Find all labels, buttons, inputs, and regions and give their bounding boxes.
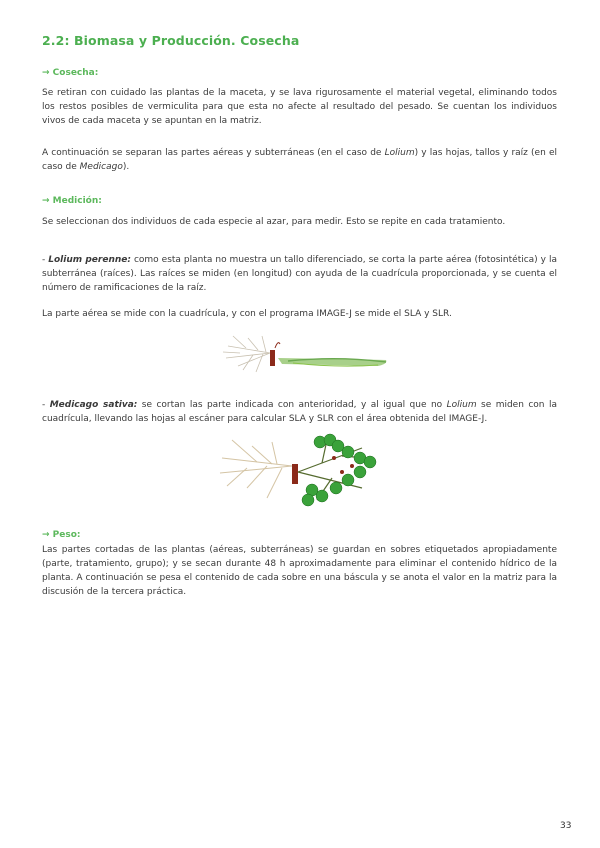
cosecha-paragraph-2: A continuación se separan las partes aéreas y subterráneas (en el caso de Lolium) y las hojas, tallos y raíz (en el caso de Medicago). bbox=[42, 148, 557, 172]
cosecha-paragraph-1: Se retiran con cuidado las plantas de la maceta, y se lava rigurosamente el material vegetal, eliminando todos los restos posibles de vermiculita para que esta no afecte al resultado del pesado. Se cuentan los individuos vivos de cada maceta y se apuntan en la matriz. bbox=[42, 88, 557, 126]
medicago-name: Medicago sativa: bbox=[49, 400, 138, 410]
species-lolium: Lolium bbox=[384, 148, 415, 158]
medicago-paragraph: - Medicago sativa: se cortan las parte indicada con anterioridad, y al igual que no Lolium se miden con la cuadrícula, llevando las hojas al escáner para calcular SLA y SLR con el área obtenida del IMAGE-J. bbox=[42, 400, 557, 424]
medicion-paragraph-1: Se seleccionan dos individuos de cada especie al azar, para medir. Esto se repite en cada tratamiento. bbox=[42, 217, 506, 227]
lolium-paragraph: - Lolium perenne: como esta planta no muestra un tallo diferenciado, se corta la parte aérea (fotosintética) y la subterránea (raíces). Las raíces se miden (en longitud) con ayuda de la cuadrícula proporcionada, y se cuenta el número de ramificaciones de la raíz. bbox=[42, 255, 557, 293]
cosecha-heading: → Cosecha: bbox=[42, 68, 99, 78]
lolium-plant-image bbox=[218, 328, 398, 378]
peso-paragraph: Las partes cortadas de las plantas (aéreas, subterráneas) se guardan en sobres etiquetados apropiadamente (parte, tratamiento, grupo); y se secan durante 48 h aproximadamente para eliminar el contenido hídrico de la planta. A continuación se pesa el contenido de cada sobre en una báscula y se anota el valor en la matriz para la discusión de la tercera práctica. bbox=[42, 545, 557, 597]
medicion-heading: → Medición: bbox=[42, 196, 102, 206]
page-number: 33 bbox=[560, 821, 572, 831]
lolium-paragraph-2: La parte aérea se mide con la cuadrícula, y con el programa IMAGE-J se mide el SLA y SLR. bbox=[42, 309, 452, 319]
species-medicago: Medicago bbox=[79, 162, 123, 172]
section-title: 2.2: Biomasa y Producción. Cosecha bbox=[42, 33, 300, 48]
lolium-name: Lolium perenne: bbox=[48, 255, 131, 265]
peso-heading: → Peso: bbox=[42, 530, 81, 540]
medicago-plant-image bbox=[212, 428, 392, 510]
